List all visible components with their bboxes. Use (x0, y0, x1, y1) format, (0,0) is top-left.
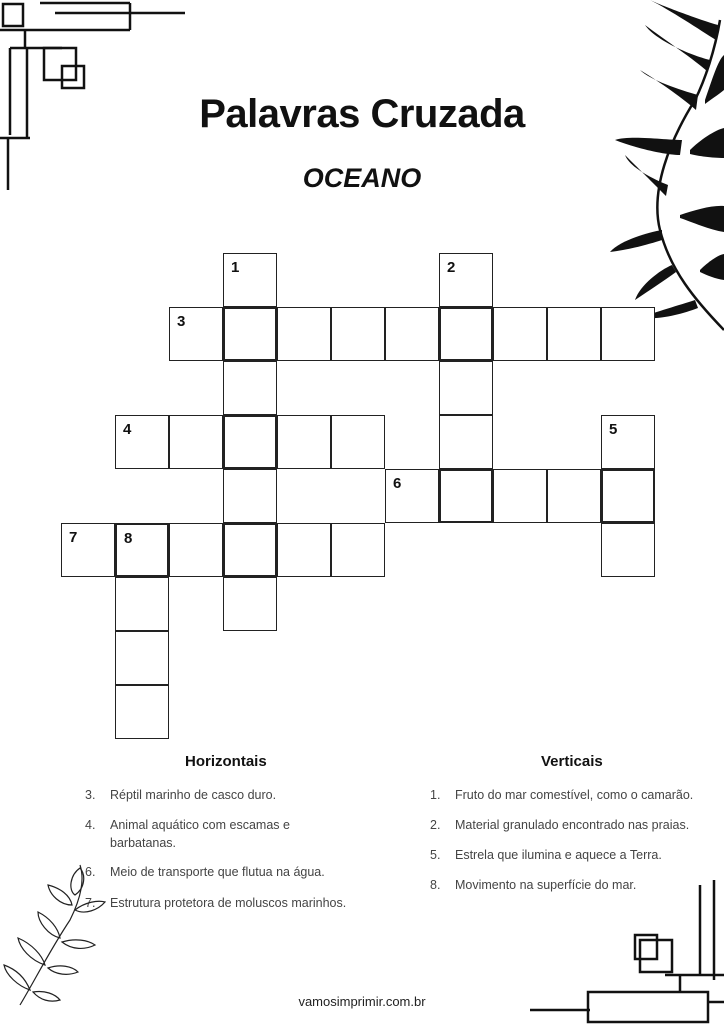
crossword-cell[interactable] (331, 307, 385, 361)
crossword-cell[interactable] (331, 523, 385, 577)
clue-text: Estrela que ilumina e aquece a Terra. (455, 848, 662, 862)
clue-number: 1 (231, 259, 240, 276)
crossword-cell[interactable] (385, 307, 439, 361)
clue-number: 4 (123, 421, 132, 438)
clue-number: 6 (393, 475, 402, 492)
crossword-cell[interactable] (223, 577, 277, 631)
crossword-cell[interactable] (601, 523, 655, 577)
crossword-cell[interactable] (115, 577, 169, 631)
crossword-cell[interactable] (547, 469, 601, 523)
vertical-clue (430, 846, 720, 866)
crossword-cell[interactable] (439, 253, 493, 307)
crossword-cell[interactable] (223, 361, 277, 415)
crossword-cell[interactable] (439, 469, 493, 523)
clue-text: Animal aquático com escamas e (110, 818, 290, 832)
crossword-cell[interactable] (439, 415, 493, 469)
page-title: Palavras Cruzada (199, 92, 525, 136)
crossword-cell[interactable] (493, 469, 547, 523)
crossword-cell[interactable] (439, 361, 493, 415)
crossword-cell[interactable] (277, 523, 331, 577)
clue-text: Réptil marinho de casco duro. (110, 788, 277, 802)
clue-number: 7. (85, 896, 96, 910)
crossword-cell[interactable] (169, 307, 223, 361)
vertical-clues-heading: Verticais (541, 753, 603, 770)
crossword-cell[interactable] (115, 631, 169, 685)
clue-number: 4. (85, 818, 96, 832)
crossword-cell[interactable] (223, 415, 277, 469)
clue-number: 2. (430, 818, 441, 832)
clue-text: Movimento na superfície do mar. (455, 878, 637, 892)
crossword-cell[interactable] (385, 469, 439, 523)
crossword-cell[interactable] (169, 415, 223, 469)
horizontal-clue (85, 816, 385, 856)
crossword-cell[interactable] (61, 523, 115, 577)
clue-text: Fruto do mar comestível, como o camarão. (455, 788, 694, 802)
horizontal-clue (85, 894, 385, 914)
leaf-sprig-bottom-left-decoration (0, 860, 120, 1010)
clue-number: 2 (447, 259, 456, 276)
crossword-cell[interactable] (115, 523, 169, 577)
clue-number: 5 (609, 421, 618, 438)
horizontal-clues-heading: Horizontais (185, 753, 267, 770)
crossword-cell[interactable] (169, 523, 223, 577)
clue-number: 3. (85, 788, 96, 802)
crossword-cell[interactable] (601, 307, 655, 361)
crossword-cell[interactable] (115, 685, 169, 739)
clue-number: 8 (124, 530, 133, 547)
crossword-cell[interactable] (223, 469, 277, 523)
clue-number: 1. (430, 788, 441, 802)
crossword-cell[interactable] (439, 307, 493, 361)
crossword-cell[interactable] (547, 307, 601, 361)
clue-number: 8. (430, 878, 441, 892)
crossword-cell[interactable] (601, 415, 655, 469)
clue-text: Material granulado encontrado nas praias. (455, 818, 690, 832)
crossword-cell[interactable] (277, 415, 331, 469)
clue-number: 7 (69, 529, 78, 546)
clue-number: 6. (85, 865, 96, 879)
crossword-cell[interactable] (223, 253, 277, 307)
horizontal-clue (85, 786, 385, 806)
footer-website: vamosimprimir.com.br (298, 994, 426, 1009)
page-subtitle: OCEANO (302, 163, 422, 193)
vertical-clue (430, 786, 720, 806)
crossword-cell[interactable] (601, 469, 655, 523)
clue-number: 3 (177, 313, 186, 330)
crossword-cell[interactable] (277, 307, 331, 361)
crossword-cell[interactable] (223, 523, 277, 577)
clue-number: 5. (430, 848, 441, 862)
crossword-cell[interactable] (493, 307, 547, 361)
crossword-cell[interactable] (331, 415, 385, 469)
clue-text: Meio de transporte que flutua na água. (110, 865, 325, 879)
vertical-clue (430, 816, 720, 836)
horizontal-clue (85, 863, 385, 883)
clue-text-continued: barbatanas. (110, 836, 177, 850)
crossword-cell[interactable] (223, 307, 277, 361)
clue-text: Estrutura protetora de moluscos marinhos. (110, 896, 347, 910)
crossword-cell[interactable] (115, 415, 169, 469)
